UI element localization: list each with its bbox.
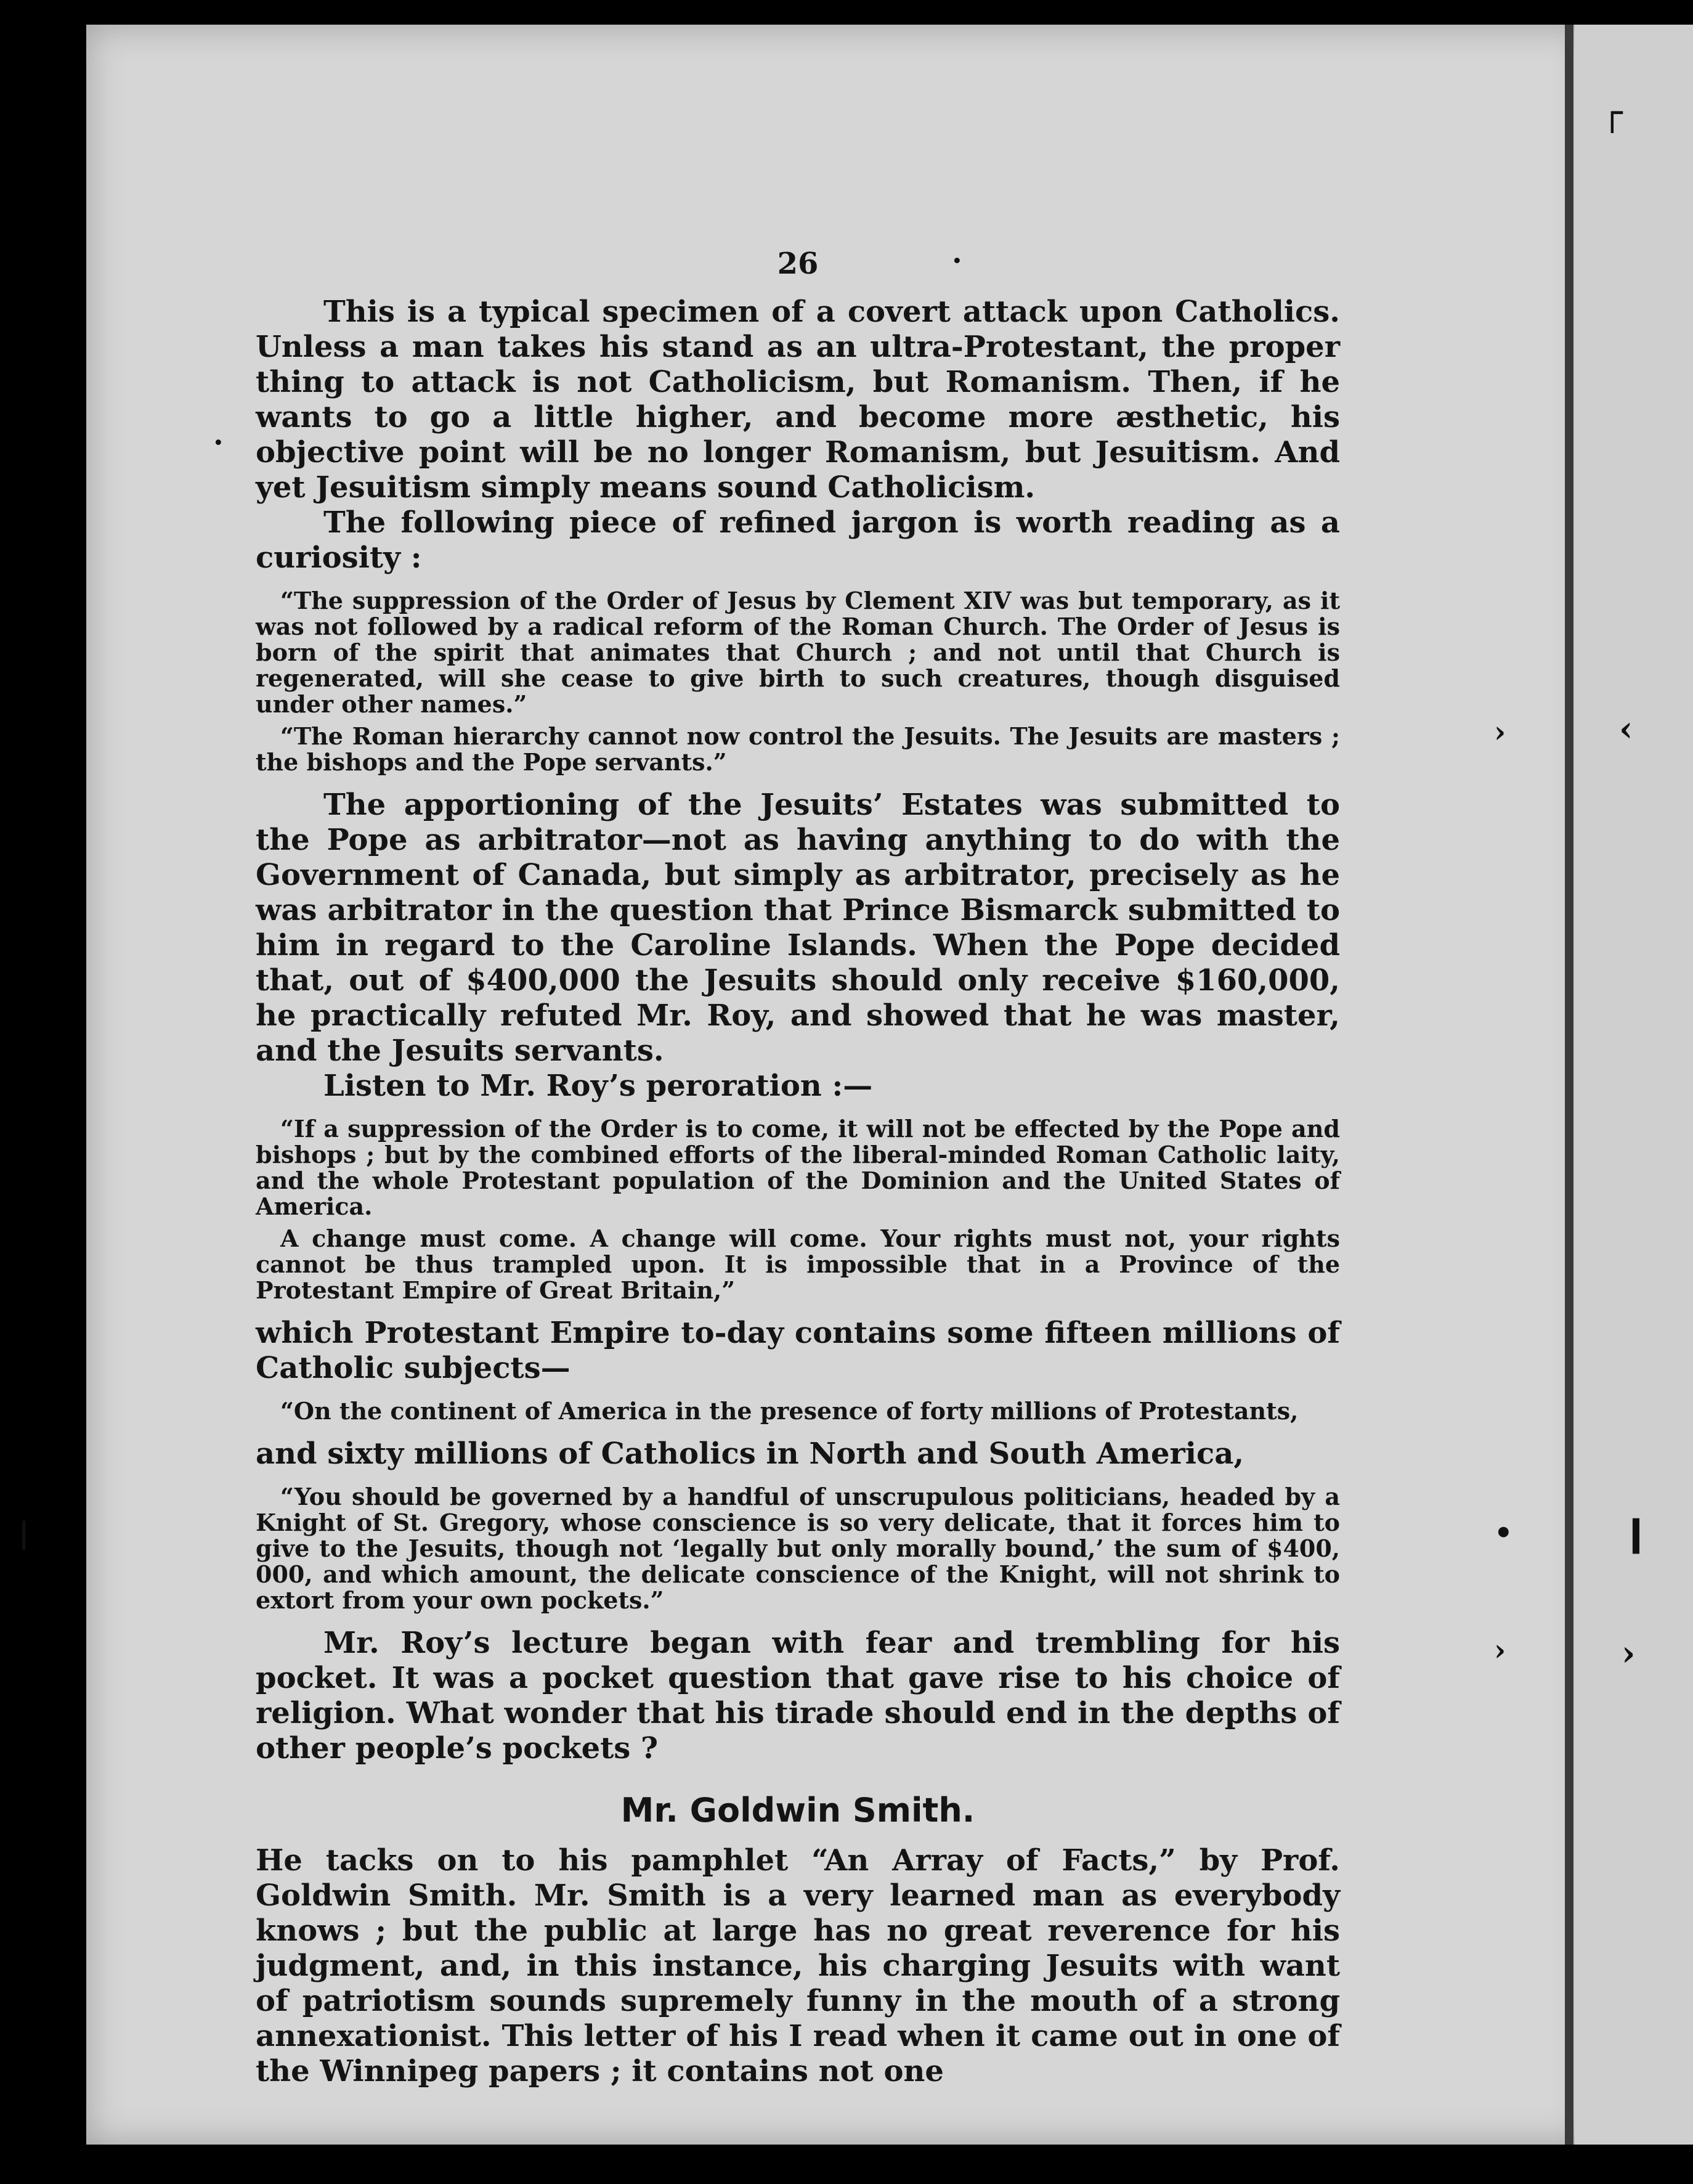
edge-mark: | [18,1516,30,1550]
facing-page-mark: ┌ [1602,92,1623,133]
margin-mark: › [1494,1633,1506,1668]
page-number: 26 [777,247,819,281]
body-paragraph: Listen to Mr. Roy’s peroration :— [323,1069,873,1103]
facing-page-mark: ❙ [1622,1513,1650,1554]
body-paragraph: The following piece of refined jargon is worth reading as a curiosity : [256,505,1340,575]
margin-dot-mark: · [213,425,224,460]
margin-mark: › [1494,715,1506,749]
body-paragraph: Mr. Roy’s lecture began with fear and trembling for his pocket. It was a pocket question that gave rise to his choice of religion. What wonder that his tirade should end in the depths of other people’s pockets ? [256,1626,1340,1766]
block-quote: “If a suppression of the Order is to come, it will not be effected by the Pope and bishops ; but by the combined efforts of the liberal-minded Roman Catholic laity, and the whole Protestant population of the Dominion and the United States of America. [256,1115,1340,1220]
margin-dot-mark: · [952,243,962,278]
block-quote: “On the continent of America in the presence of forty millions of Protestants, [280,1397,1299,1425]
block-quote: “The suppression of the Order of Jesus by Clement XIV was but temporary, as it was not followed by a radical reform of the Roman Church. The Order of Jesus is born of the spirit that animates that Church ; and not until that Church is regenerated, will she cease to give birth to such creatures, though disguised under other names.” [256,587,1340,718]
block-quote: “The Roman hierarchy cannot now control the Jesuits. The Jesuits are masters ; the bishops and the Pope servants.” [256,722,1340,776]
section-heading: Mr. Goldwin Smith. [620,1791,975,1830]
section-body-paragraph: He tacks on to his pamphlet “An Array of Facts,” by Prof. Goldwin Smith. Mr. Smith is a very learned man as everybody knows ; but the public at large has no great reverence for his judgment, and, in this instance, his charging Jesuits with want of patriotism sounds supremely funny in the mouth of a strong annexationist. This letter of his I read when it came out in one of the Winnipeg papers ; it contains not one [256,1843,1340,2088]
facing-page-mark: ‹ [1619,709,1633,749]
body-paragraph: This is a typical specimen of a covert attack upon Catholics. Unless a man takes his stand as an ultra-Protestant, the proper thing to attack is not Catholicism, but Romanism. Then, if he wants to go a little higher, and become more æsthetic, his objective point will be no longer Romanism, but Jesuitism. And yet Jesuitism simply means sound Catholicism. [256,295,1340,505]
block-quote: “You should be governed by a handful of unscrupulous politicians, headed by a Knight of St. Gregory, whose conscience is so very delicate, that it forces him to give to the Jesuits, though not ‘legally but only morally bound,’ the sum of $400, 000, and which amount, the delicate conscience of the Knight, will not shrink to extort from your own pockets.” [256,1483,1340,1614]
text-column [256,247,1340,2089]
interjection-text: which Protestant Empire to-day contains some fifteen millions of Catholic subjects— [256,1316,1340,1385]
facing-page-mark: › [1622,1633,1636,1674]
page-gutter-edge [1565,25,1573,2145]
body-paragraph: The apportioning of the Jesuits’ Estates was submitted to the Pope as arbitrator—not as having anything to do with the Government of Canada, but simply as arbitrator, precisely as he was arbitrator in the question that Prince Bismarck submitted to him in regard to the Caroline Islands. When the Pope decided that, out of $400,000 the Jesuits should only receive $160,000, he practically refuted Mr. Roy, and showed that he was master, and the Jesuits servants. [256,788,1340,1068]
margin-mark: • [1494,1516,1513,1550]
facing-page-sliver [1575,25,1693,2145]
block-quote: A change must come. A change will come. Your rights must not, your rights cannot be thus trampled upon. It is impossible that in a Province of the Protestant Empire of Great Britain,” [256,1224,1340,1304]
interjection-text: and sixty millions of Catholics in North and South America, [256,1436,1244,1471]
